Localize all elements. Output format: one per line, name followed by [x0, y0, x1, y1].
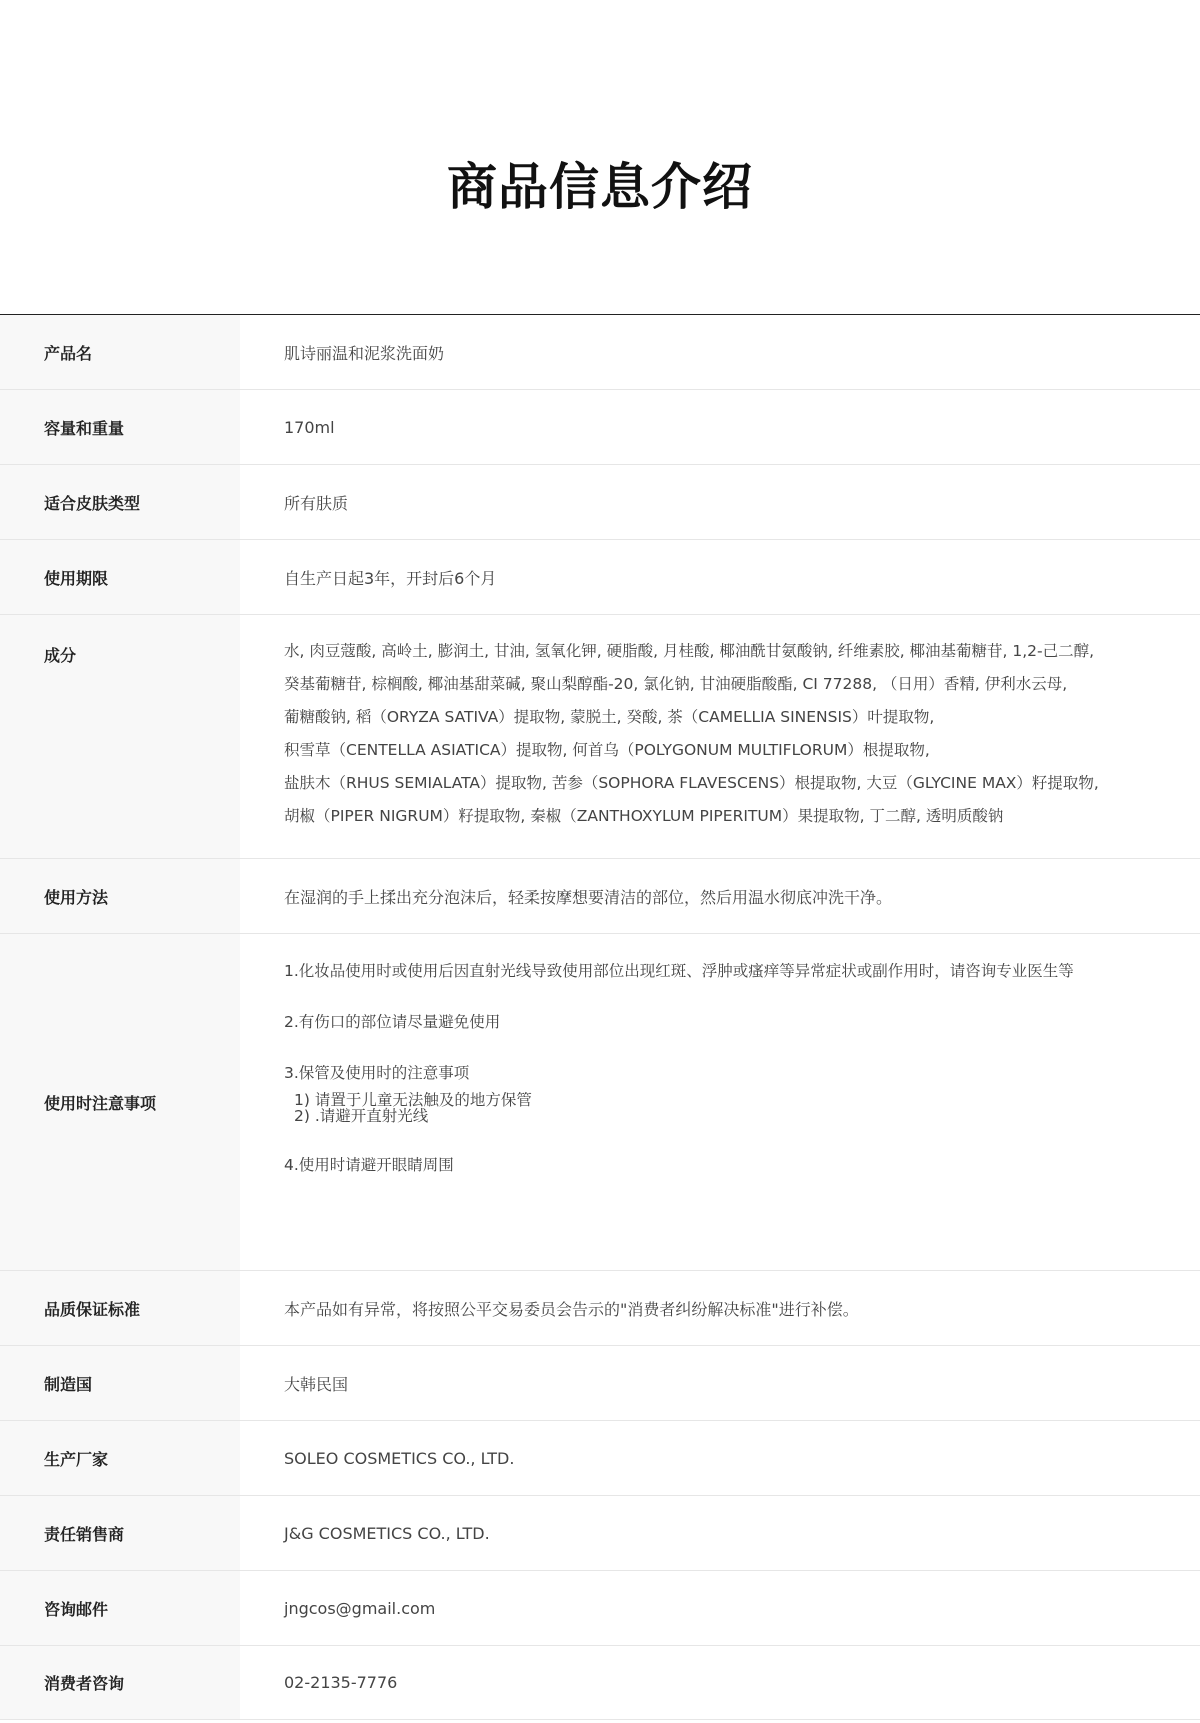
row-skin-type — [0, 465, 1200, 540]
ingredients-line: 积雪草（CENTELLA ASIATICA）提取物, 何首乌（POLYGONUM MULTIFLORUM）根提取物, — [284, 741, 930, 759]
row-label: 产品名 — [0, 315, 240, 389]
row-email — [0, 1571, 1200, 1646]
precaution-subitem: 2) .请避开直射光线 — [294, 1107, 429, 1125]
product-info-table — [0, 314, 1200, 1720]
row-volume — [0, 390, 1200, 465]
row-value: 本产品如有异常，将按照公平交易委员会告示的"消费者纠纷解决标准"进行补偿。 — [284, 1299, 859, 1319]
row-value: 所有肤质 — [284, 493, 349, 513]
row-label: 容量和重量 — [0, 390, 240, 464]
row-product-name — [0, 315, 1200, 390]
row-quality — [0, 1271, 1200, 1346]
row-seller — [0, 1496, 1200, 1571]
row-phone — [0, 1646, 1200, 1720]
row-usage — [0, 859, 1200, 934]
row-label: 消费者咨询 — [0, 1646, 240, 1719]
page-header — [0, 0, 1200, 314]
precaution-item: 1.化妆品使用时或使用后因直射光线导致使用部位出现红斑、浮肿或瘙痒等异常症状或副作用时，请咨询专业医生等 — [284, 962, 1074, 980]
row-ingredients — [0, 615, 1200, 859]
row-label: 使用期限 — [0, 540, 240, 614]
row-manufacturer — [0, 1421, 1200, 1496]
row-label: 品质保证标准 — [0, 1271, 240, 1345]
row-label: 使用方法 — [0, 859, 240, 933]
ingredients-line: 葡糖酸钠, 稻（ORYZA SATIVA）提取物, 蒙脱土, 癸酸, 茶（CAMELLIA SINENSIS）叶提取物, — [284, 708, 935, 726]
row-label: 成分 — [0, 615, 240, 858]
page-title: 商品信息介绍 — [447, 158, 753, 216]
precaution-item: 2.有伤口的部位请尽量避免使用 — [284, 1013, 501, 1031]
row-value: 在湿润的手上揉出充分泡沫后，轻柔按摩想要清洁的部位，然后用温水彻底冲洗干净。 — [284, 887, 893, 907]
row-value: J&G COSMETICS CO., LTD. — [284, 1523, 490, 1543]
precaution-subitem: 1) 请置于儿童无法触及的地方保管 — [294, 1091, 532, 1109]
row-label: 生产厂家 — [0, 1421, 240, 1495]
row-value: 170ml — [284, 417, 335, 437]
row-value: 大韩民国 — [284, 1374, 349, 1394]
row-label: 制造国 — [0, 1346, 240, 1420]
row-value: SOLEO COSMETICS CO., LTD. — [284, 1448, 515, 1468]
precaution-item: 4.使用时请避开眼睛周围 — [284, 1156, 454, 1174]
row-value: 自生产日起3年，开封后6个月 — [284, 568, 497, 588]
row-label: 适合皮肤类型 — [0, 465, 240, 539]
ingredients-line: 胡椒（PIPER NIGRUM）籽提取物, 秦椒（ZANTHOXYLUM PIPERITUM）果提取物, 丁二醇, 透明质酸钠 — [284, 807, 1004, 825]
precautions-list — [240, 934, 1200, 1270]
row-expiry — [0, 540, 1200, 615]
ingredients-line: 癸基葡糖苷, 棕榈酸, 椰油基甜菜碱, 聚山梨醇酯-20, 氯化钠, 甘油硬脂酸酯, CI 77288, （日用）香精, 伊利水云母, — [284, 675, 1068, 693]
row-label: 使用时注意事项 — [0, 934, 240, 1270]
email-link[interactable]: jngcos@gmail.com — [284, 1598, 436, 1618]
row-value: 肌诗丽温和泥浆洗面奶 — [284, 343, 445, 363]
precaution-item: 3.保管及使用时的注意事项 — [284, 1064, 470, 1082]
ingredients-line: 水, 肉豆蔻酸, 高岭土, 膨润土, 甘油, 氢氧化钾, 硬脂酸, 月桂酸, 椰油酰甘氨酸钠, 纤维素胶, 椰油基葡糖苷, 1,2-己二醇, — [284, 642, 1095, 660]
ingredients-line: 盐肤木（RHUS SEMIALATA）提取物, 苦参（SOPHORA FLAVESCENS）根提取物, 大豆（GLYCINE MAX）籽提取物, — [284, 774, 1099, 792]
row-precautions — [0, 934, 1200, 1271]
row-label: 责任销售商 — [0, 1496, 240, 1570]
ingredients-list — [240, 615, 1200, 858]
row-value: 02-2135-7776 — [284, 1673, 398, 1692]
row-origin — [0, 1346, 1200, 1421]
row-label: 咨询邮件 — [0, 1571, 240, 1645]
